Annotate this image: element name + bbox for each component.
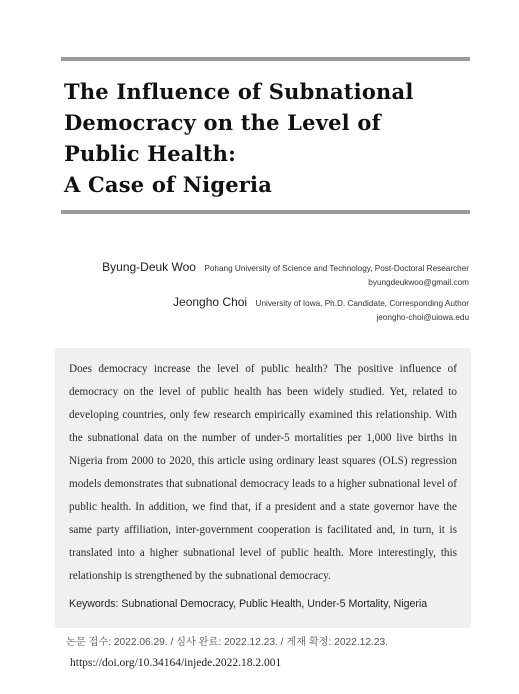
author-affiliation: University of Iowa, Ph.D. Candidate, Corresponding Author — [255, 299, 469, 308]
title-line: Democracy on the Level of — [64, 110, 381, 135]
author-line — [49, 260, 469, 276]
keywords: Keywords: Subnational Democracy, Public Health, Under-5 Mortality, Nigeria — [69, 598, 428, 610]
author-name: Byung-Deuk Woo — [102, 260, 196, 274]
title-line: A Case of Nigeria — [64, 172, 273, 197]
abstract-box — [55, 348, 471, 628]
author-name: Jeongho Choi — [173, 295, 248, 309]
submission-dates: 논문 접수: 2022.06.29. / 심사 완료: 2022.12.23. / 게재 확정: 2022.12.23. — [66, 637, 389, 648]
title-bottom-rule — [61, 210, 470, 214]
author-affiliation: Pohang University of Science and Technology, Post-Doctoral Researcher — [204, 264, 469, 273]
title-line: Public Health: — [64, 141, 237, 166]
paper-title — [64, 76, 464, 200]
author-line — [49, 295, 469, 311]
author-email[interactable]: byungdeukwoo@gmail.com — [368, 278, 469, 287]
author-email[interactable]: jeongho-choi@uiowa.edu — [376, 313, 469, 322]
title-top-rule — [61, 57, 470, 61]
abstract-text: Does democracy increase the level of public health? The positive influence of democracy on the level of public health has been widely studied. Yet, related to developing countries, only few research empirically examined this relationship. With the subnational data on the number of under-5 mortalities per 1,000 live births in Nigeria from 2000 to 2020, this article using ordinary least squares (OLS) regression models demonstrates that subnational democracy leads to a higher subnational level of public health. In addition, we find that, if a president and a state governor have the same party affiliation, inter-government cooperation is facilitated and, in turn, it is translated into a higher subnational level of public health. More interestingly, this relationship is strengthened by the subnational democracy. — [69, 363, 457, 582]
title-line: The Influence of Subnational — [64, 79, 414, 104]
author-block — [49, 260, 469, 330]
doi-link[interactable]: https://doi.org/10.34164/injede.2022.18.2.001 — [70, 657, 282, 669]
